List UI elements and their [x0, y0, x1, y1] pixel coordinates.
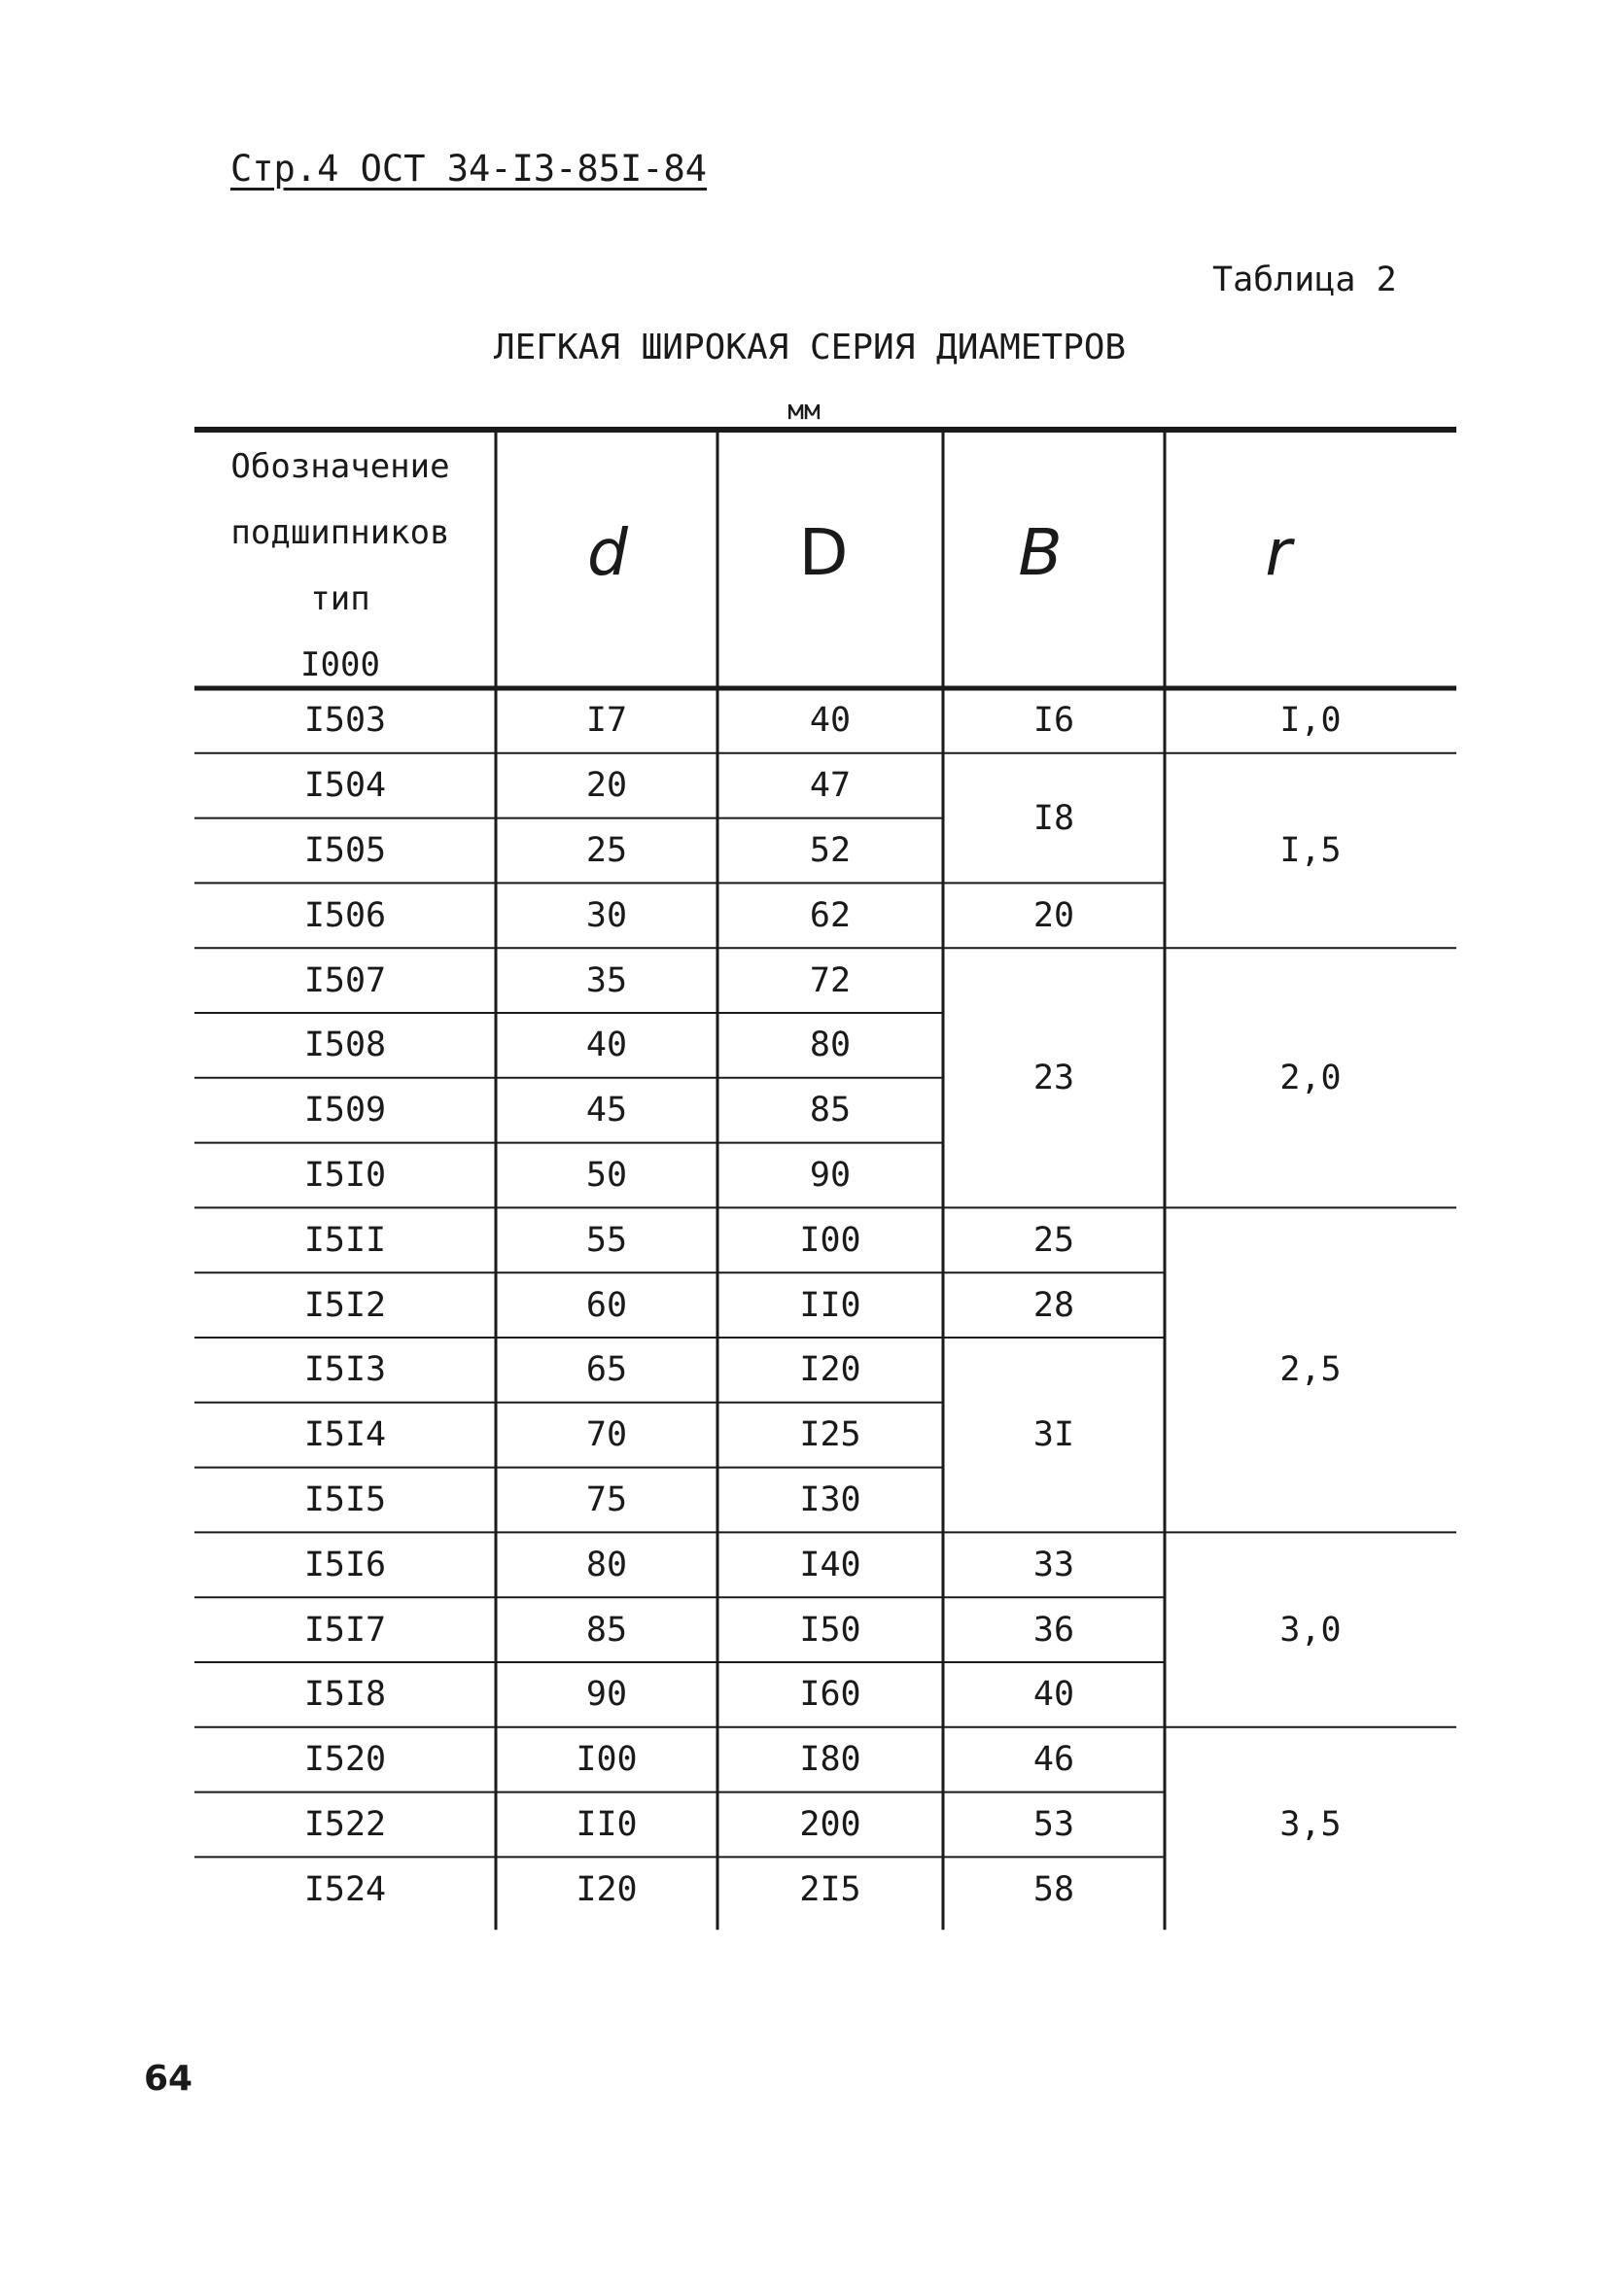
table-title-text: ЛЕГКАЯ ШИРОКАЯ СЕРИЯ ДИАМЕТРОВ [493, 328, 1127, 367]
cell-B: 53 [1032, 1805, 1075, 1844]
cell-B: 3I [1032, 1415, 1075, 1455]
cell-d: 60 [585, 1285, 628, 1325]
column-header-D: D [798, 515, 849, 590]
cell-type: I5I8 [303, 1675, 387, 1715]
cell-B: 23 [1032, 1058, 1075, 1097]
cell-d: 85 [585, 1610, 628, 1650]
cell-D: I60 [799, 1675, 861, 1715]
cell-B: 25 [1032, 1220, 1075, 1260]
cell-type: I505 [303, 831, 387, 870]
cell-B: I8 [1032, 798, 1075, 838]
cell-r: 2,5 [1279, 1350, 1342, 1390]
cell-type: I5I7 [303, 1610, 387, 1650]
cell-r: 3,0 [1279, 1610, 1342, 1650]
cell-d: 20 [585, 766, 628, 806]
cell-d: 45 [585, 1091, 628, 1131]
cell-B: 46 [1032, 1740, 1075, 1780]
cell-d: I7 [585, 701, 628, 741]
cell-D: I25 [799, 1415, 861, 1455]
designation-header-line-4: I000 [300, 645, 380, 684]
cell-type: I506 [303, 895, 387, 935]
cell-d: I20 [576, 1869, 638, 1909]
designation-header-line-1: Обозначение [230, 447, 450, 486]
cell-type: I504 [303, 766, 387, 806]
column-header-r: r [1265, 515, 1292, 590]
cell-type: I5I0 [303, 1156, 387, 1195]
cell-d: 50 [585, 1156, 628, 1195]
cell-D: 62 [809, 895, 852, 935]
cell-B: 36 [1032, 1610, 1075, 1650]
cell-d: 80 [585, 1545, 628, 1584]
cell-B: 28 [1032, 1285, 1075, 1325]
cell-type: I5I5 [303, 1480, 387, 1519]
cell-type: I5I3 [303, 1350, 387, 1390]
page-number: 64 [144, 2059, 193, 2099]
table-label: Таблица 2 [1212, 261, 1397, 299]
cell-B: I6 [1032, 701, 1075, 741]
cell-D: I80 [799, 1740, 861, 1780]
cell-B: 58 [1032, 1869, 1075, 1909]
cell-d: 65 [585, 1350, 628, 1390]
cell-d: I00 [576, 1740, 638, 1780]
cell-type: I509 [303, 1091, 387, 1131]
cell-r: 3,5 [1279, 1805, 1342, 1844]
cell-d: 35 [585, 960, 628, 1000]
cell-type: I5I2 [303, 1285, 387, 1325]
cell-type: I522 [303, 1805, 387, 1844]
cell-D: 80 [809, 1026, 852, 1065]
page-header: Стр.4 ОСТ 34-I3-85I-84 [230, 148, 708, 190]
cell-D: 47 [809, 766, 852, 806]
cell-type: I507 [303, 960, 387, 1000]
cell-D: 90 [809, 1156, 852, 1195]
cell-D: 2I5 [799, 1869, 861, 1909]
cell-D: 52 [809, 831, 852, 870]
cell-type: I508 [303, 1026, 387, 1065]
cell-type: I520 [303, 1740, 387, 1780]
designation-header-line-3: тип [310, 579, 370, 618]
units-text: мм [787, 394, 821, 426]
cell-B: 33 [1032, 1545, 1075, 1584]
cell-D: II0 [799, 1285, 861, 1325]
cell-d: 90 [585, 1675, 628, 1715]
cell-d: 30 [585, 895, 628, 935]
designation-header-line-2: подшипников [230, 513, 450, 552]
cell-d: 75 [585, 1480, 628, 1519]
cell-type: I503 [303, 701, 387, 741]
cell-D: I30 [799, 1480, 861, 1519]
cell-type: I5I4 [303, 1415, 387, 1455]
column-header-d: d [587, 515, 628, 590]
cell-D: 85 [809, 1091, 852, 1131]
designation-header [194, 434, 486, 698]
cell-B: 20 [1032, 895, 1075, 935]
cell-D: 72 [809, 960, 852, 1000]
cell-type: I5II [303, 1220, 387, 1260]
cell-d: 70 [585, 1415, 628, 1455]
cell-d: 40 [585, 1026, 628, 1065]
cell-D: 40 [809, 701, 852, 741]
cell-type: I5I6 [303, 1545, 387, 1584]
cell-r: I,5 [1279, 831, 1342, 870]
cell-r: I,0 [1279, 701, 1342, 741]
cell-r: 2,0 [1279, 1058, 1342, 1097]
cell-D: 200 [799, 1805, 861, 1844]
cell-B: 40 [1032, 1675, 1075, 1715]
cell-d: 25 [585, 831, 628, 870]
cell-d: 55 [585, 1220, 628, 1260]
cell-D: I50 [799, 1610, 861, 1650]
cell-D: I40 [799, 1545, 861, 1584]
cell-D: I20 [799, 1350, 861, 1390]
cell-d: II0 [576, 1805, 638, 1844]
column-header-B: B [1018, 515, 1063, 590]
cell-D: I00 [799, 1220, 861, 1260]
cell-type: I524 [303, 1869, 387, 1909]
